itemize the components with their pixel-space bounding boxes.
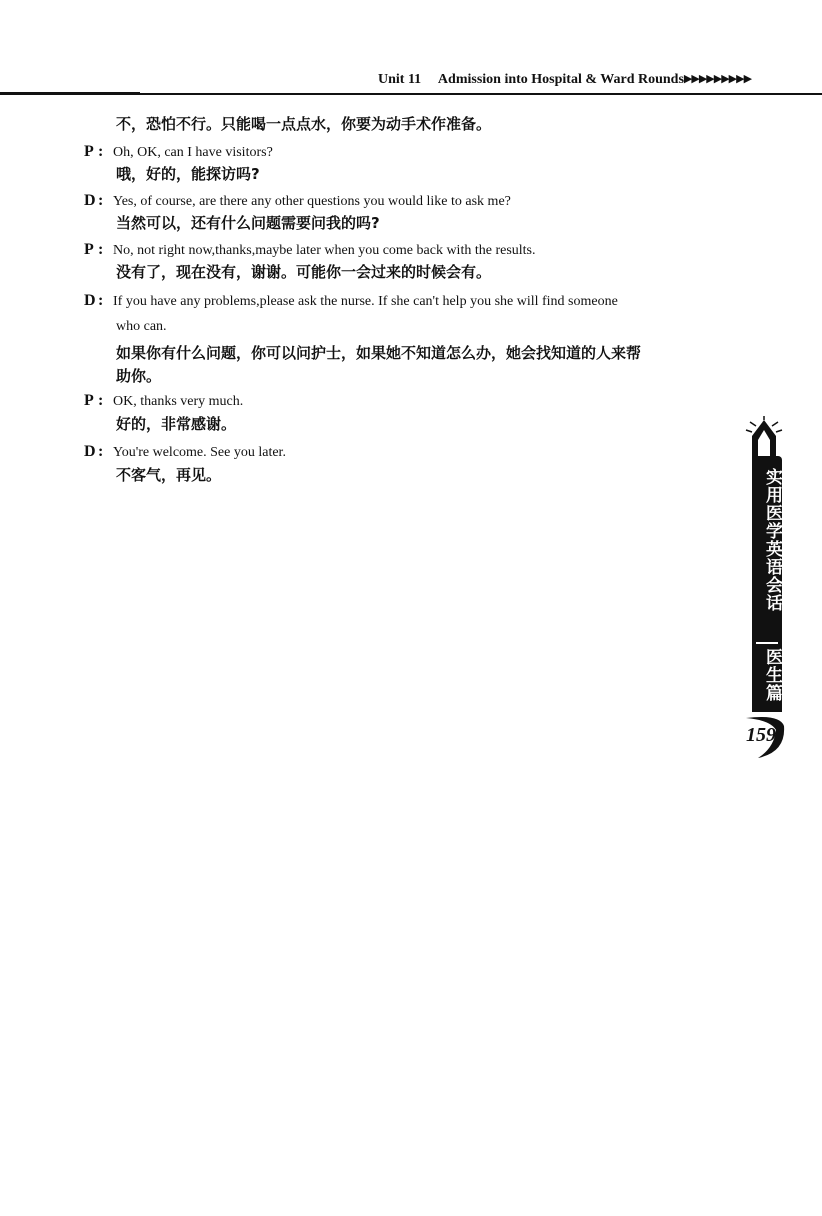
chinese-line: 好的，非常感谢。 [116,415,237,433]
speaker-label: D [84,292,96,309]
chinese-line: 如果你有什么问题，你可以问护士，如果她不知道怎么办，她会找知道的人来帮 [116,344,642,362]
speaker-colon: : [98,192,104,209]
speaker-colon: : [98,143,104,160]
unit-label: Unit 11 [378,72,422,87]
chinese-line: 不客气，再见。 [116,466,222,484]
english-line: who can. [116,319,167,334]
chinese-line: 不，恐怕不行。只能喝一点点水，你要为动手术作准备。 [116,115,492,133]
english-line: You're welcome. See you later. [113,445,286,460]
chinese-line: 当然可以，还有什么问题需要问我的吗? [116,214,380,232]
chapter-title: Admission into Hospital & Ward Rounds [437,72,684,87]
english-line: Oh, OK, can I have visitors? [113,145,273,160]
speaker-label: D [84,443,96,460]
side-tab-divider [756,642,778,644]
english-line: OK, thanks very much. [113,394,244,409]
speaker-colon: : [98,241,104,258]
arrow-ornament: ▶▶▶▶▶▶▶▶▶ [683,73,752,85]
english-line: Yes, of course, are there any other questions you would like to ask me? [113,194,511,209]
book-title: 实用医学英语会话 [762,468,782,612]
chinese-line: 哦，好的，能探访吗? [116,165,260,183]
chinese-line: 助你。 [116,367,162,385]
speaker-label: P [84,392,94,409]
speaker-label: D [84,192,96,209]
running-header [378,72,751,88]
page-number: 159 [746,724,776,746]
english-line: No, not right now,thanks,maybe later when you come back with the results. [113,243,536,258]
speaker-colon: : [98,292,104,309]
volume-label: 医生篇 [762,648,782,702]
speaker-colon: : [98,443,104,460]
speaker-label: P [84,241,94,258]
speaker-label: P [84,143,94,160]
english-line: If you have any problems,please ask the nurse. If she can't help you she will find someone [113,294,618,309]
header-rule-accent [0,92,140,95]
speaker-colon: : [98,392,104,409]
chinese-line: 没有了，现在没有，谢谢。可能你一会过来的时候会有。 [116,263,492,281]
